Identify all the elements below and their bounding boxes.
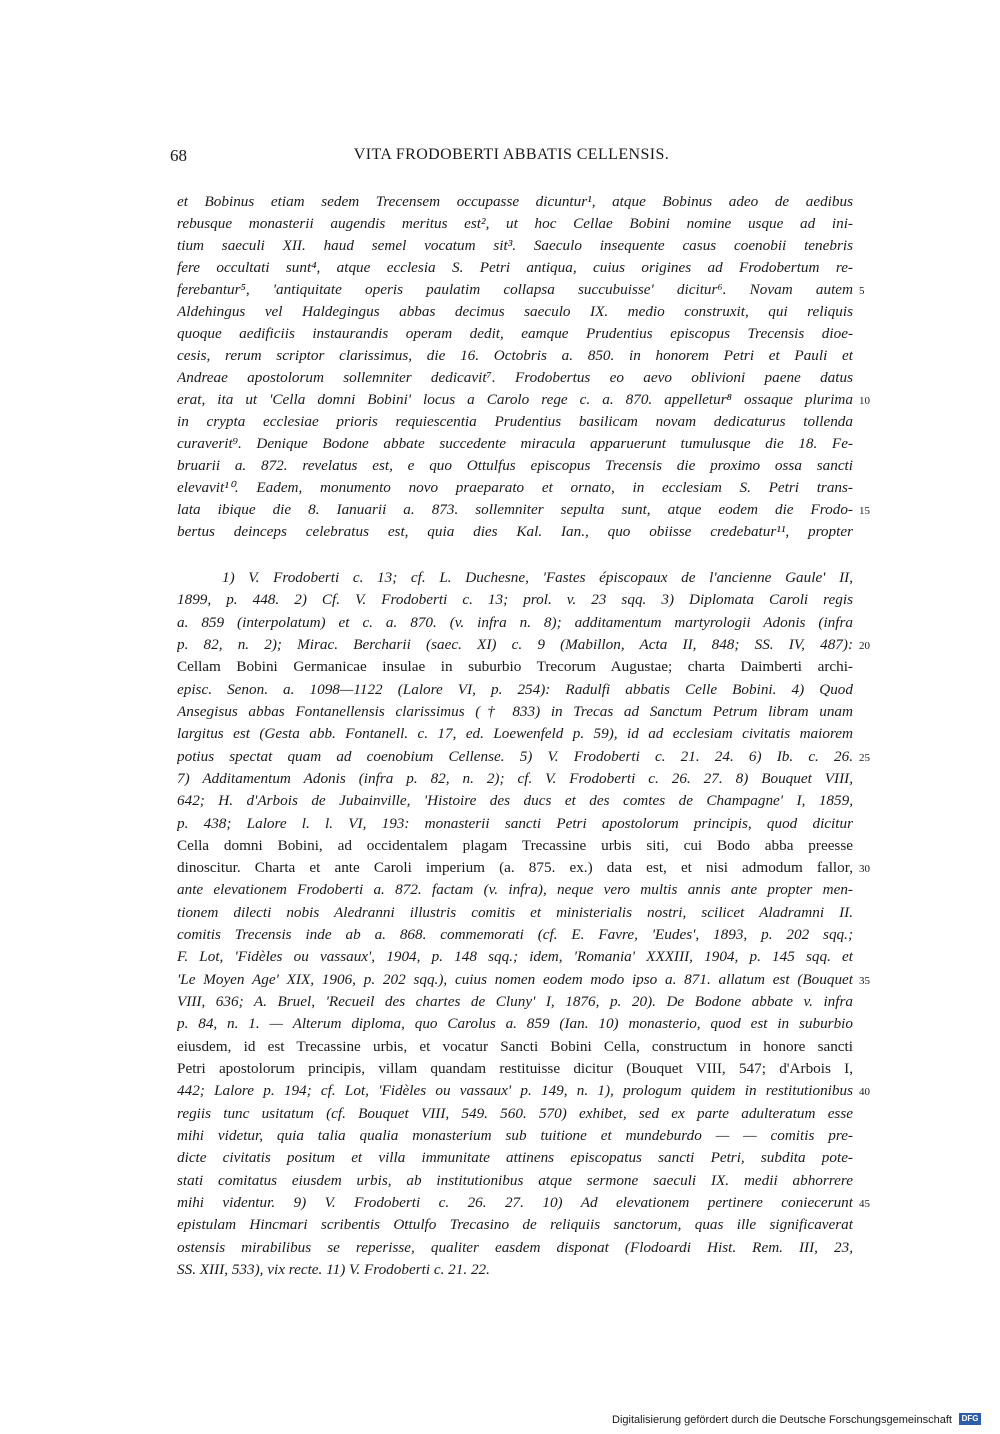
main-text-line: rebusque monasterii augendis meritus est², ut hoc Cellae Bobini nomine usque ad ini-	[177, 215, 853, 232]
footnote-line: a. 859 (interpolatum) et c. a. 870. (v. infra n. 8); additamentum martyrologii Adonis (infra	[177, 613, 853, 631]
footnote-line: 642; H. d'Arbois de Jubainville, 'Histoire des ducs et des comtes de Champagne' I, 1859,	[177, 792, 853, 810]
running-title: VITA FRODOBERTI ABBATIS CELLENSIS.	[353, 146, 670, 163]
footnote-line: 1) V. Frodoberti c. 13; cf. L. Duchesne, 'Fastes épiscopaux de l'ancienne Gaule' II,	[222, 569, 853, 586]
footnote-line: 'Le Moyen Age' XIX, 1906, p. 202 sqq.), cuius nomen eodem modo ipso a. 871. allatum est (Bouquet	[177, 970, 853, 988]
footnote-line: dinoscitur. Charta et ante Caroli imperium (a. 875. ex.) data est, et nisi admodum fallor,	[177, 859, 853, 877]
footnote-line: comitis Trecensis inde ab a. 868. commemorati (cf. E. Favre, 'Eudes', 1893, p. 202 sqq.;	[177, 926, 853, 944]
main-text-line: in crypta ecclesiae prioris requiescentia Prudentius basilicam novam dedicaturus tollenda	[177, 413, 853, 430]
margin-line-number: 25	[859, 751, 870, 764]
footnote-line: potius spectat quam ad coenobium Cellense. 5) V. Frodoberti c. 21. 24. 6) Ib. c. 26.	[177, 747, 853, 765]
footnote-line: stati comitatus eiusdem urbis, ab institutionibus atque sermone saeculi IX. medii abhorrere	[177, 1171, 853, 1189]
margin-line-number: 20	[859, 639, 870, 652]
margin-line-number: 35	[859, 974, 870, 987]
main-text-line: cesis, rerum scriptor clarissimus, die 16. Octobris a. 850. in honorem Petri et Pauli et	[177, 347, 853, 364]
footnote-line: F. Lot, 'Fidèles ou vassaux', 1904, p. 148 sqq.; idem, 'Romania' XXXIII, 1904, p. 145 sqq. et	[177, 948, 853, 966]
margin-line-number: 45	[859, 1197, 870, 1210]
footnote-line: p. 84, n. 1. — Alterum diploma, quo Carolus a. 859 (Ian. 10) monasterio, quod est in suburbio	[177, 1015, 853, 1033]
main-text-line: et Bobinus etiam sedem Trecensem occupasse dicuntur¹, atque Bobinus adeo de aedibus	[177, 193, 853, 210]
margin-line-number: 15	[859, 505, 870, 517]
main-text-line: Andreae apostolorum sollemniter dedicavit⁷. Frodobertus eo aevo oblivioni paene datus	[177, 369, 853, 386]
main-text-line: ferebantur⁵, 'antiquitate operis paulatim collapsa succubuisse' dicitur⁶. Novam autem	[177, 281, 853, 298]
footnote-line: episc. Senon. a. 1098—1122 (Lalore VI, p. 254): Radulfi abbatis Celle Bobini. 4) Quod	[177, 680, 853, 698]
main-text-line: curaverit⁹. Denique Bodone abbate succedente miracula apparuerunt tumulusque die 18. Fe-	[177, 435, 853, 452]
margin-line-number: 40	[859, 1086, 870, 1099]
footnote-line: ante elevationem Frodoberti a. 872. factam (v. infra), neque vero multis annis ante propter men-	[177, 881, 853, 899]
footnote-line: 442; Lalore p. 194; cf. Lot, 'Fidèles ou vassaux' p. 149, n. 1), prologum quidem in restitutionibus	[177, 1082, 853, 1100]
footnote-line: mihi videntur. 9) V. Frodoberti c. 26. 27. 10) Ad elevationem pertinere coniecerunt	[177, 1193, 853, 1211]
footnote-line: p. 82, n. 2); Mirac. Bercharii (saec. XI) c. 9 (Mabillon, Acta II, 848; SS. IV, 487):	[177, 635, 853, 653]
footnote-line: 7) Additamentum Adonis (infra p. 82, n. 2); cf. V. Frodoberti c. 26. 27. 8) Bouquet VIII,	[177, 769, 853, 787]
footnote-line: largitus est (Gesta abb. Fontanell. c. 17, ed. Loewenfeld p. 59), id ad ecclesiam civitatis maiorem	[177, 725, 853, 743]
main-text-line: bertus deinceps celebratus est, quia dies Kal. Ian., quo obiisse credebatur¹¹, propter	[177, 523, 853, 540]
margin-line-number: 10	[859, 395, 870, 407]
footer-text: Digitalisierung gefördert durch die Deutsche Forschungsgemeinschaft	[612, 1414, 952, 1426]
running-head	[170, 146, 853, 172]
footnote-line: p. 438; Lalore l. l. VI, 193: monasterii sancti Petri apostolorum principis, quod dicitur	[177, 814, 853, 832]
footnote-line: dicte civitatis positum et villa immunitate attinens episcopatus sancti Petri, subdita pote-	[177, 1149, 853, 1167]
footnote-line: 1899, p. 448. 2) Cf. V. Frodoberti c. 13; prol. v. 23 sqq. 3) Diplomata Caroli regis	[177, 591, 853, 609]
footnote-line: VIII, 636; A. Bruel, 'Recueil des chartes de Cluny' I, 1876, p. 20). De Bodone abbate v. infra	[177, 993, 853, 1011]
footnote-line: ostensis mirabilibus se reperisse, qualiter easdem disponat (Flodoardi Hist. Rem. III, 23,	[177, 1238, 853, 1256]
footnote-line: Petri apostolorum principis, villam quandam restituisse dicitur (Bouquet VIII, 547; d'Arbois I,	[177, 1060, 853, 1078]
page-number: 68	[170, 146, 187, 165]
main-text-line: Aldehingus vel Haldegingus abbas decimus saeculo IX. medio construxit, qui reliquis	[177, 303, 853, 320]
footnote-line: tionem dilecti nobis Aledranni illustris comitis et ministerialis nostri, scilicet Aladramni II.	[177, 903, 853, 921]
main-text-line: elevavit¹⁰. Eadem, monumento novo praeparato et ornato, in ecclesiam S. Petri trans-	[177, 479, 853, 496]
footnote-line: eiusdem, id est Trecassine urbis, et vocatur Sancti Bobini Cella, constructum in honore sancti	[177, 1037, 853, 1055]
margin-line-number: 30	[859, 863, 870, 876]
footnote-line: Cellam Bobini Germanicae insulae in suburbio Trecorum Augustae; charta Daimberti archi-	[177, 658, 853, 676]
digitization-footer	[612, 1413, 992, 1427]
footnote-line: mihi videtur, quia talia qualia monasterium sub tuitione et mundeburdo — — comitis pre-	[177, 1127, 853, 1144]
main-text-line: quoque aedificiis instaurandis operam dedit, eamque Prudentius episcopus Trecensis dioe-	[177, 325, 853, 342]
footnote-line: regiis tunc usitatum (cf. Bouquet VIII, 549. 560. 570) exhibet, sed ex parte adulteratum esse	[177, 1104, 853, 1122]
main-text-line: tium saeculi XII. haud semel vocatum sit³. Saeculo insequente casus coenobii tenebris	[177, 237, 853, 254]
main-text-line: bruarii a. 872. revelatus est, e quo Ottulfus episcopus Trecensis die proximo ossa sancti	[177, 457, 853, 474]
main-text-line: erat, ita ut 'Cella domni Bobini' locus a Carolo rege c. a. 870. appelletur⁸ ossaque plurima	[177, 391, 853, 408]
dfg-logo: DFG	[959, 1413, 981, 1425]
margin-line-number: 5	[859, 285, 865, 297]
main-text-line: lata ibique die 8. Ianuarii a. 873. sollemniter sepulta sunt, atque eodem die Frodo-	[177, 501, 853, 518]
footnote-line: Ansegisus abbas Fontanellensis clarissimus († 833) in Trecas ad Sanctum Petrum libram unam	[177, 702, 853, 720]
main-text-line: fere occultati sunt⁴, atque ecclesia S. Petri antiqua, cuius origines ad Frodobertum re-	[177, 259, 853, 276]
footnote-line: Cella domni Bobini, ad occidentalem plagam Trecassine urbis siti, cui Bodo abba preesse	[177, 836, 853, 854]
footnote-line: epistulam Hincmari scribentis Ottulfo Trecasino de reliquiis sanctorum, quas ille significaverat	[177, 1216, 853, 1234]
footnote-line: SS. XIII, 533), vix recte. 11) V. Frodoberti c. 21. 22.	[177, 1260, 490, 1278]
